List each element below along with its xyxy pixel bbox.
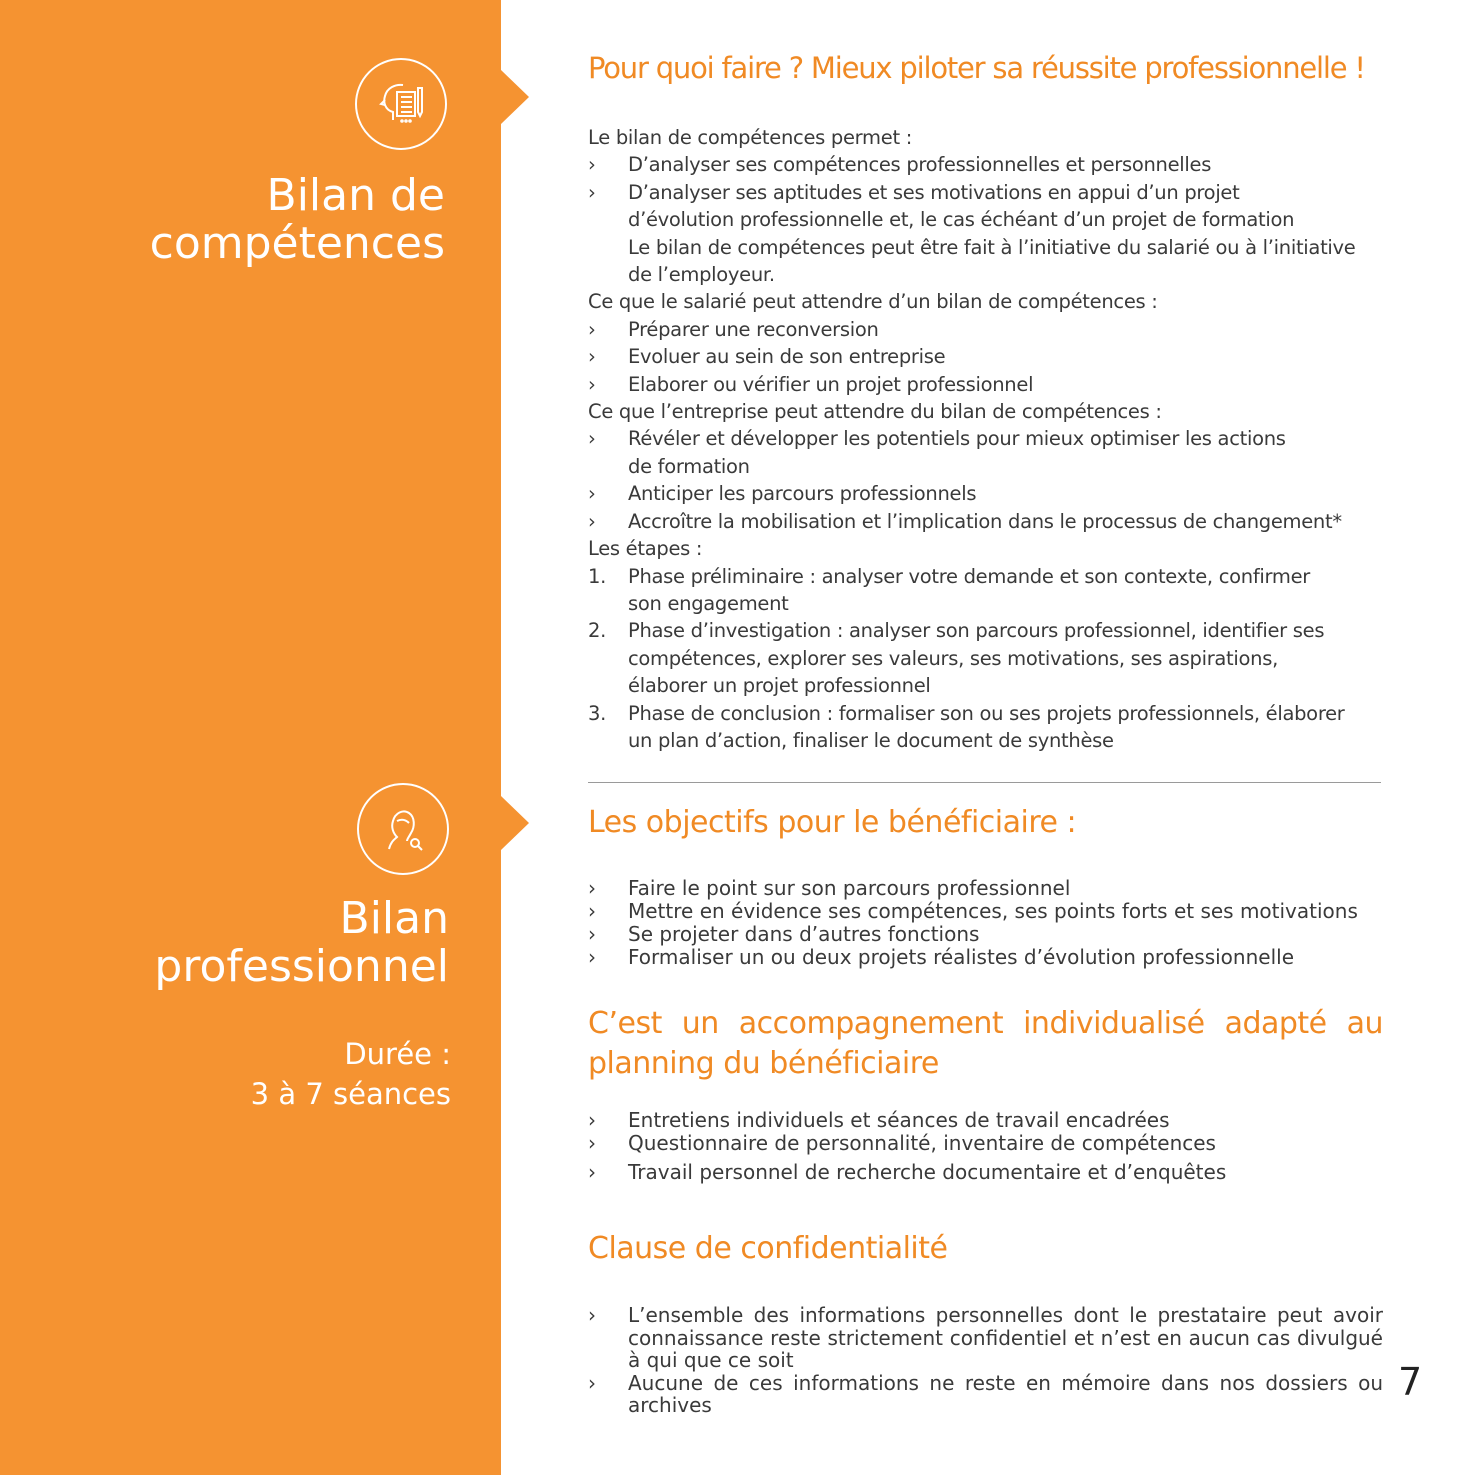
- accompagnement-list: [588, 1109, 1383, 1184]
- entreprise-intro: Ce que l’entreprise peut attendre du bilan de compétences :: [588, 400, 1162, 424]
- list-item-text: Travail personnel de recherche documentaire et d’enquêtes: [628, 1160, 1227, 1184]
- salarie-intro: Ce que le salarié peut attendre d’un bilan de compétences :: [588, 290, 1158, 314]
- list-item: [588, 151, 1383, 178]
- list-item: [588, 923, 1383, 946]
- step-continuation: [588, 672, 1383, 699]
- step-text: Phase de conclusion : formaliser son ou ses projets professionnels, élaborer: [628, 701, 1345, 725]
- list-item-text: Formaliser un ou deux projets réalistes d’évolution professionnelle: [628, 945, 1294, 969]
- list-item-text: Préparer une reconversion: [628, 317, 879, 341]
- section2-title-line2: professionnel: [154, 941, 449, 992]
- list-item: [588, 480, 1383, 507]
- bullet-marker: ›: [588, 482, 596, 506]
- list-item: [588, 179, 1383, 206]
- list-item: [588, 1304, 1383, 1372]
- bullet-marker: ›: [588, 922, 596, 946]
- list-item: [588, 1109, 1383, 1132]
- step-continuation: [588, 727, 1383, 754]
- duration-label: Durée :: [344, 1037, 451, 1071]
- step-text: Phase d’investigation : analyser son parcours professionnel, identifier ses: [628, 619, 1325, 643]
- list-item-text: Faire le point sur son parcours professionnel: [628, 876, 1071, 900]
- step-text: son engagement: [628, 591, 789, 615]
- bullet-marker: ›: [588, 899, 596, 923]
- bullet-marker: ›: [588, 876, 596, 900]
- list-item-continuation: [588, 453, 1383, 480]
- list-item-text: L’ensemble des informations personnelles dont le prestataire peut avoir connaissance reste strictement confidentiel et n’est en aucun cas divulgué à qui que ce soit: [628, 1303, 1383, 1372]
- bullet-marker: ›: [588, 1108, 596, 1132]
- list-item-text: de l’employeur.: [628, 263, 775, 287]
- bullet-marker: ›: [588, 509, 596, 533]
- list-item-text: D’analyser ses aptitudes et ses motivations en appui d’un projet: [628, 180, 1240, 204]
- section1-pointer: [501, 70, 529, 124]
- heading-objectifs: Les objectifs pour le bénéficiaire :: [588, 805, 1077, 840]
- page-number: 7: [1398, 1360, 1423, 1404]
- step-item: [588, 700, 1383, 727]
- list-item: [588, 316, 1383, 343]
- bullet-marker: ›: [588, 345, 596, 369]
- list-item: [588, 425, 1383, 452]
- step-text: un plan d’action, finaliser le document de synthèse: [628, 728, 1114, 752]
- section2-pointer: [501, 796, 529, 850]
- section1-title-line2: compétences: [149, 218, 445, 269]
- list-item-text: Aucune de ces informations ne reste en mémoire dans nos dossiers ou archives: [628, 1370, 1383, 1417]
- bullet-marker: ›: [588, 1370, 596, 1395]
- heading-accompagnement-line2: planning du bénéficiaire: [588, 1046, 939, 1081]
- step-continuation: [588, 590, 1383, 617]
- confidentialite-list: [588, 1304, 1383, 1417]
- list-item: [588, 877, 1383, 900]
- list-item-text: Le bilan de compétences peut être fait à l’initiative du salarié ou à l’initiative: [628, 235, 1356, 259]
- section2-title-line1: Bilan: [339, 893, 449, 944]
- list-item-continuation: [588, 261, 1383, 288]
- section-divider: [588, 782, 1381, 783]
- step-text: compétences, explorer ses valeurs, ses motivations, ses aspirations,: [628, 646, 1278, 670]
- heading-confidentialite: Clause de confidentialité: [588, 1231, 948, 1266]
- objectifs-list: [588, 877, 1383, 969]
- step-text: élaborer un projet professionnel: [628, 674, 931, 698]
- list-item-text: Anticiper les parcours professionnels: [628, 482, 977, 506]
- list-item: [588, 1132, 1383, 1155]
- step-continuation: [588, 645, 1383, 672]
- bullet-marker: ›: [588, 1131, 596, 1155]
- bullet-marker: ›: [588, 1160, 596, 1184]
- list-item-text: Elaborer ou vérifier un projet professionnel: [628, 372, 1034, 396]
- bullet-marker: ›: [588, 317, 596, 341]
- list-item: [588, 1161, 1383, 1184]
- heading-accompagnement-line1: C’est un accompagnement individualisé adapté au: [588, 1006, 1383, 1041]
- list-item-text: Entretiens individuels et séances de travail encadrées: [628, 1108, 1170, 1132]
- skills-head-icon: [355, 58, 447, 150]
- list-item: [588, 946, 1383, 969]
- step-item: [588, 617, 1383, 644]
- list-item-continuation: [588, 206, 1383, 233]
- etapes-intro: Les étapes :: [588, 537, 703, 561]
- list-item-text: d’évolution professionnelle et, le cas échéant d’un projet de formation: [628, 208, 1295, 232]
- duration: [251, 1034, 451, 1114]
- step-item: [588, 563, 1383, 590]
- duration-value: 3 à 7 séances: [250, 1077, 451, 1111]
- bullet-marker: ›: [588, 372, 596, 396]
- list-item: [588, 371, 1383, 398]
- list-item-text: Questionnaire de personnalité, inventaire de compétences: [628, 1131, 1216, 1155]
- section1-title-line1: Bilan de: [266, 170, 445, 221]
- list-item: [588, 343, 1383, 370]
- heading-accompagnement: [588, 1004, 1383, 1084]
- bullet-marker: ›: [588, 180, 596, 204]
- step-number: 1.: [588, 564, 607, 588]
- list-item-text: D’analyser ses compétences professionnelles et personnelles: [628, 153, 1212, 177]
- list-item-text: Mettre en évidence ses compétences, ses points forts et ses motivations: [628, 899, 1358, 923]
- person-search-icon: [357, 783, 449, 875]
- step-number: 2.: [588, 619, 607, 643]
- bullet-marker: ›: [588, 427, 596, 451]
- section1-title: [150, 172, 445, 268]
- section2-title: [154, 895, 449, 991]
- bullet-marker: ›: [588, 945, 596, 969]
- bullet-marker: ›: [588, 153, 596, 177]
- heading-pour-quoi-faire: Pour quoi faire ? Mieux piloter sa réussite professionnelle !: [588, 51, 1365, 85]
- list-item-text: Se projeter dans d’autres fonctions: [628, 922, 980, 946]
- list-item-text: de formation: [628, 454, 750, 478]
- bullet-marker: ›: [588, 1303, 596, 1327]
- list-item: [588, 508, 1383, 535]
- step-text: Phase préliminaire : analyser votre demande et son contexte, confirmer: [628, 564, 1311, 588]
- list-item: [588, 1372, 1383, 1417]
- section1-body: [588, 124, 1383, 754]
- list-item-text: Accroître la mobilisation et l’implication dans le processus de changement*: [628, 509, 1342, 533]
- list-item-text: Evoluer au sein de son entreprise: [628, 345, 946, 369]
- list-item-continuation: [588, 234, 1383, 261]
- list-item-text: Révéler et développer les potentiels pour mieux optimiser les actions: [628, 427, 1286, 451]
- intro-text: Le bilan de compétences permet :: [588, 126, 912, 149]
- step-number: 3.: [588, 701, 607, 725]
- list-item: [588, 900, 1383, 923]
